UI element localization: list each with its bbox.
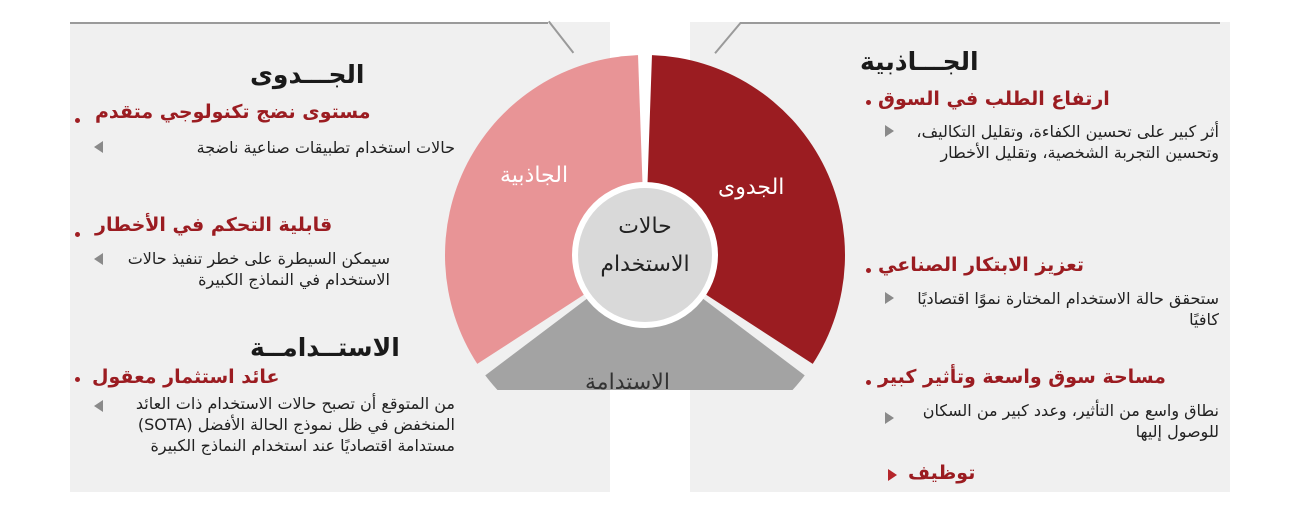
arrow-icon [94,400,103,412]
left-item3-text: من المتوقع أن تصبح حالات الاستخدام ذات العائد المنخفض في ظل نموذج الحالة الأفضل (SOTA) مستدامة اقتصاديًا عند استخدام النماذج الكبيرة [135,394,455,455]
segment-label-feasibility: الجدوى [718,175,785,200]
right-item3-title: مساحة سوق واسعة وتأثير كبير [878,366,1166,388]
bullet-dot [75,377,80,382]
left-item1-text: حالات استخدام تطبيقات صناعية ناضجة [196,138,455,157]
bullet-dot [866,268,871,273]
right-item4-title: توظيف [908,462,976,484]
segment-label-sustainability: الاستدامة [585,370,670,395]
right-item1-text: أثر كبير على تحسين الكفاءة، وتقليل التكاليف، وتحسين التجربة الشخصية، وتقليل الأخطار [916,122,1219,162]
arrow-icon [94,141,103,153]
right-item2-title: تعزيز الابتكار الصناعي [878,254,1084,276]
right-item2-text: ستحقق حالة الاستخدام المختارة نموًا اقتصاديًا كافيًا [917,289,1219,329]
attractiveness-title: الجـــاذبية [860,47,979,76]
arrow-icon [885,292,894,304]
right-frame-line [740,22,1220,24]
left-item1-title: مستوى نضج تكنولوجي متقدم [95,101,371,123]
arrow-icon [885,125,894,137]
sustainability-title: الاستــدامــة [250,333,400,362]
feasibility-title: الجـــدوى [250,60,365,89]
center-label-line2: الاستخدام [600,252,690,277]
segment-label-attractiveness: الجاذبية [500,163,569,188]
right-item3-text: نطاق واسع من التأثير، وعدد كبير من السكان للوصول إليها [922,401,1219,441]
left-item3-title: عائد استثمار معقول [92,366,280,388]
bullet-dot [75,118,80,123]
arrow-icon [885,412,894,424]
center-label [575,208,715,284]
left-item2-title: قابلية التحكم في الأخطار [95,214,333,236]
bullet-dot [866,380,871,385]
bullet-dot [75,232,80,237]
arrow-icon [94,253,103,265]
left-item2-text: سيمكن السيطرة على خطر تنفيذ حالات الاستخدام في النماذج الكبيرة [127,249,390,289]
left-frame-line [70,22,548,24]
right-item1-title: ارتفاع الطلب في السوق [878,88,1110,110]
arrow-icon [888,469,897,481]
bullet-dot [866,100,871,105]
center-label-line1: حالات [618,214,672,239]
